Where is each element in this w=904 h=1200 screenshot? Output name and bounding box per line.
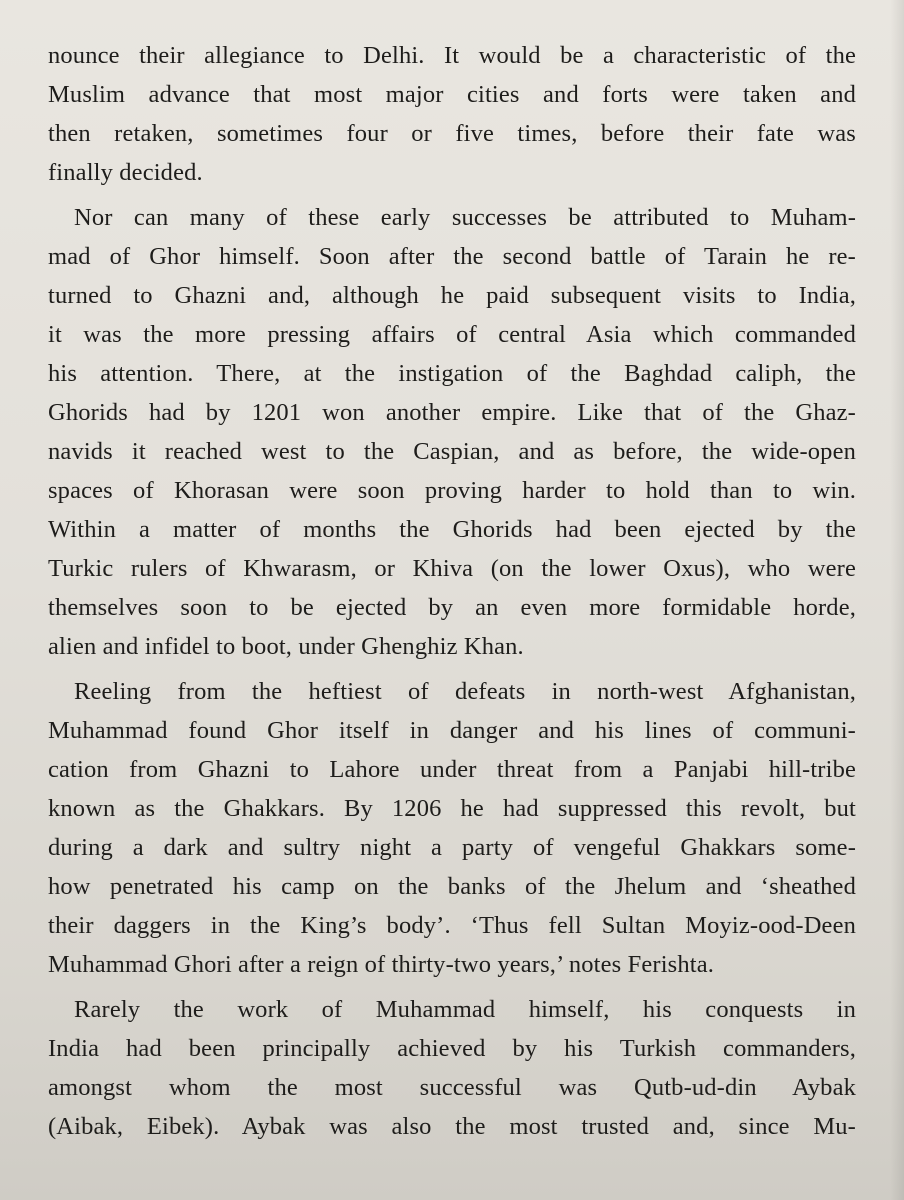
body-text	[48, 36, 856, 1146]
page-edge-shadow	[890, 0, 904, 1200]
text-line: nounce their allegiance to Delhi. It would be a characteristic of the	[48, 42, 856, 69]
paragraph	[48, 198, 856, 666]
paragraph	[48, 672, 856, 984]
text-line: mad of Ghor himself. Soon after the second battle of Tarain he re-	[48, 243, 856, 270]
text-line: his attention. There, at the instigation of the Baghdad caliph, the	[48, 360, 856, 387]
text-line: finally decided.	[48, 159, 203, 186]
text-line: how penetrated his camp on the banks of the Jhelum and ‘sheathed	[48, 873, 856, 900]
paragraph	[48, 36, 856, 192]
text-line: Rarely the work of Muhammad himself, his conquests in	[74, 996, 856, 1023]
text-line: Muhammad found Ghor itself in danger and his lines of communi-	[48, 717, 856, 744]
text-line: navids it reached west to the Caspian, and as before, the wide-open	[48, 438, 856, 465]
text-line: turned to Ghazni and, although he paid subsequent visits to India,	[48, 282, 856, 309]
paragraph	[48, 990, 856, 1146]
text-line: their daggers in the King’s body’. ‘Thus fell Sultan Moyiz-ood-Deen	[48, 912, 856, 939]
text-line: cation from Ghazni to Lahore under threat from a Panjabi hill-tribe	[48, 756, 856, 783]
text-line: spaces of Khorasan were soon proving harder to hold than to win.	[48, 477, 856, 504]
text-line: Within a matter of months the Ghorids had been ejected by the	[48, 516, 856, 543]
text-line: alien and infidel to boot, under Ghenghiz Khan.	[48, 633, 524, 660]
text-line: Reeling from the heftiest of defeats in north-west Afghanistan,	[74, 678, 856, 705]
text-line: Muhammad Ghori after a reign of thirty-two years,’ notes Ferishta.	[48, 951, 714, 978]
text-line: then retaken, sometimes four or five times, before their fate was	[48, 120, 856, 147]
text-line: Muslim advance that most major cities and forts were taken and	[48, 81, 856, 108]
text-line: India had been principally achieved by his Turkish commanders,	[48, 1035, 856, 1062]
text-line: amongst whom the most successful was Qutb-ud-din Aybak	[48, 1074, 856, 1101]
text-line: it was the more pressing affairs of central Asia which commanded	[48, 321, 856, 348]
text-line: (Aibak, Eibek). Aybak was also the most trusted and, since Mu-	[48, 1113, 856, 1140]
text-line: themselves soon to be ejected by an even more formidable horde,	[48, 594, 856, 621]
text-line: Ghorids had by 1201 won another empire. Like that of the Ghaz-	[48, 399, 856, 426]
text-line: during a dark and sultry night a party of vengeful Ghakkars some-	[48, 834, 856, 861]
text-line: Nor can many of these early successes be attributed to Muham-	[74, 204, 856, 231]
text-line: known as the Ghakkars. By 1206 he had suppressed this revolt, but	[48, 795, 856, 822]
text-line: Turkic rulers of Khwarasm, or Khiva (on the lower Oxus), who were	[48, 555, 856, 582]
